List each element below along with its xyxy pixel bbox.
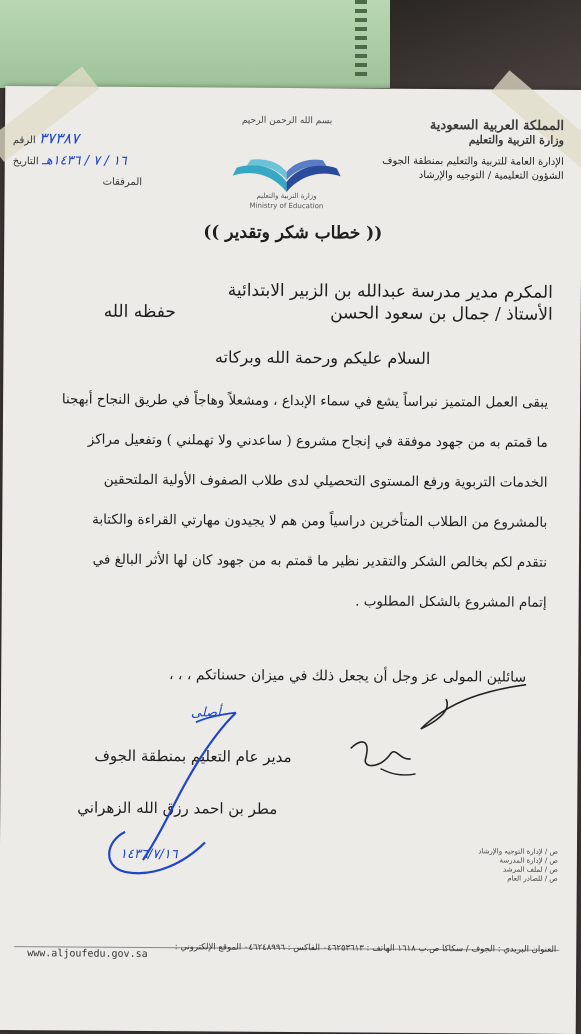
- ref-attachments-label: المرفقات: [102, 176, 143, 188]
- letter-title: (( خطاب شكر وتقدير )): [203, 222, 383, 244]
- greeting: السلام عليكم ورحمة الله وبركاته: [214, 347, 431, 368]
- kingdom-name: المملكة العربية السعودية: [429, 117, 565, 134]
- basmala: بسم الله الرحمن الرحيم: [241, 115, 333, 127]
- ministry-name: وزارة التربية والتعليم: [468, 133, 564, 147]
- dark-background: [390, 0, 581, 95]
- addressee: [228, 280, 553, 326]
- cc-item: ص / لملف المرشد: [503, 865, 558, 874]
- cc-item: ص / لإدارة التوجيه والإرشاد: [478, 847, 558, 856]
- ref-number-label: الرقم: [12, 135, 36, 147]
- ministry-logo: [226, 106, 347, 217]
- ref-date-label: التاريخ: [12, 156, 39, 168]
- folder-binding: [355, 0, 367, 80]
- black-signature-icon: [340, 668, 541, 789]
- addressee-line-1: المكرم مدير مدرسة عبدالله بن الزبير الابتدائية: [227, 280, 553, 303]
- directorate-name: الإدارة العامة للتربية والتعليم بمنطقة الجوف: [382, 155, 564, 168]
- honorific: حفظه الله: [103, 301, 177, 323]
- cc-item: ص / لإدارة المدرسة: [499, 856, 558, 865]
- logo-arabic-text: وزارة التربية والتعليم: [256, 191, 317, 201]
- ref-date-value: ١٦ / ٧ / ١٤٣٦هـ: [41, 153, 127, 169]
- body-line-6: إتمام المشروع بالشكل المطلوب .: [355, 593, 547, 611]
- carbon-copy-list: [458, 847, 558, 884]
- letterhead: [382, 119, 564, 184]
- handwritten-date: ١٤٣٦/٧/١٦: [119, 846, 178, 863]
- footer-website: www.aljoufedu.gov.sa: [27, 948, 148, 961]
- body-line-5: نتقدم لكم بخالص الشكر والتقدير نظير ما قمتم به من جهود كان لها الأثر البالغ في: [92, 551, 548, 571]
- body-line-4: بالمشروع من الطلاب المتأخرين دراسياً ومن هم لا يجيدون مهارتي القراءة والكتابة: [92, 511, 548, 531]
- body-line-2: ما قمتم به من جهود موفقة في إنجاح مشروع ( ساعدني ولا تهملني ) وتفعيل مراكز: [87, 431, 548, 451]
- green-folder: [0, 0, 420, 88]
- department-name: الشؤون التعليمية / التوجيه والإرشاد: [418, 169, 564, 182]
- addressee-line-2: الأستاذ / جمال بن سعود الحسن: [330, 303, 553, 325]
- signer-name: مطر بن احمد رزق الله الزهراني: [77, 798, 278, 818]
- blue-signature-icon: [95, 692, 256, 893]
- handwritten-note: أصلى: [190, 705, 221, 721]
- closing-line: سائلين المولى عز وجل أن يجعل ذلك في ميزان حسناتكم ، ، ،: [168, 667, 527, 686]
- body-line-1: يبقى العمل المتميز نبراساً يشع في سماء الإبداع ، ومشعلاً وهاجاً في طريق النجاح أبهجنا: [61, 391, 549, 411]
- reference-block: [13, 128, 143, 193]
- cc-item: ص / للصادر العام: [507, 874, 558, 883]
- body-line-3: الخدمات التربوية ورفع المستوى التحصيلي لدى طلاب الصفوف الأولية الملتحقين: [103, 471, 548, 491]
- ref-number-value: ٣٧٣٨٧: [38, 129, 80, 148]
- signer-title: مدير عام التعليم بمنطقة الجوف: [94, 746, 292, 767]
- logo-english-text: Ministry of Education: [249, 201, 324, 211]
- letter-page: [0, 86, 581, 1034]
- footer-address: العنوان البريدي : الجوف / سكاكا ص.ب ١٦١٨ الهاتف : ٠٤٦٢٥٣٦١٣ الفاكس : ٠٤٦٢٤٨٩٩٦ الموقع الإلكتروني :: [174, 942, 557, 955]
